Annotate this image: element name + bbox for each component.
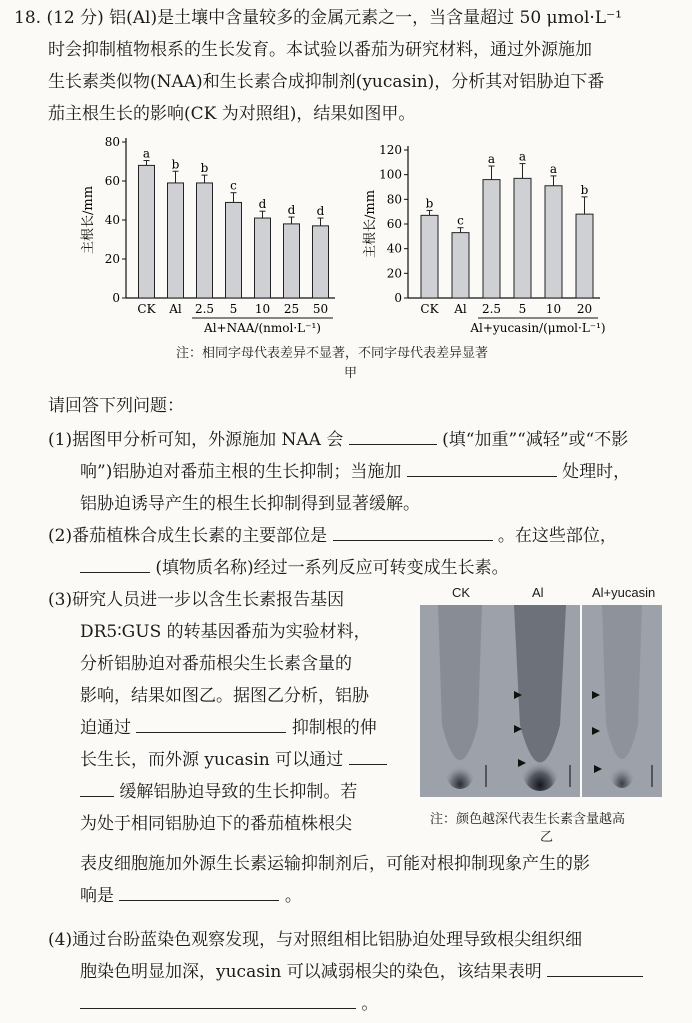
x-tick-label: 2.5 xyxy=(481,302,502,316)
q2-text-c: (填物质名称)经过一系列反应可转变成生长素。 xyxy=(155,558,509,578)
q3-line-1: (3)研究人员进一步以含生长素报告基因 xyxy=(48,590,345,610)
x-tick-label: CK xyxy=(137,302,156,316)
y-tick-label: 80 xyxy=(386,192,402,207)
figure-b-note: 注：颜色越深代表生长素含量越高 xyxy=(430,812,626,827)
x-tick-label: 2.5 xyxy=(194,302,215,316)
q2-line-2 xyxy=(80,552,509,584)
q1-text-c: 响”)铝胁迫对番茄主根的生长抑制；当施加 xyxy=(80,462,402,482)
q3-line-3: 分析铝胁迫对番茄根尖生长素含量的 xyxy=(80,654,352,674)
question-line-4: 茄主根生长的影响(CK 为对照组)，结果如图甲。 xyxy=(48,104,416,124)
question-line-3: 生长素类似物(NAA)和生长素合成抑制剂(yucasin)，分析其对铝胁迫下番 xyxy=(48,72,605,92)
q3-text-10a: 响是 xyxy=(80,886,114,906)
q1-text-d: 处理时， xyxy=(562,462,631,482)
root-tip-al-image xyxy=(500,605,580,797)
figure-a-label: 甲 xyxy=(344,366,358,381)
x-tick-label: 10 xyxy=(254,302,271,316)
photo-label-al-yucasin: Al+yucasin xyxy=(592,585,656,600)
q4-line-2 xyxy=(80,956,643,988)
y-tick-label: 60 xyxy=(104,174,120,188)
q4-line-1: (4)通过台盼蓝染色观察发现，与对照组相比铝胁迫处理导致根尖组织细 xyxy=(48,930,583,950)
root-tip-photo-al-yucasin xyxy=(582,605,662,797)
x-axis-label: Al+NAA/(nmol·L⁻¹) xyxy=(204,321,321,335)
bar xyxy=(197,183,213,298)
y-axis-label: 主根长/mm xyxy=(81,185,96,255)
yucasin-bar-chart xyxy=(362,140,622,340)
y-tick-label: 20 xyxy=(386,266,402,281)
significance-letter: a xyxy=(142,146,151,161)
q3-blank-2a[interactable] xyxy=(349,744,387,765)
bar xyxy=(255,218,271,298)
q3-line-2: DR5∶GUS 的转基因番茄为实验材料， xyxy=(80,622,371,642)
significance-letter: d xyxy=(258,197,267,212)
significance-letter: b xyxy=(425,196,434,211)
root-tip-ck-image xyxy=(420,605,500,797)
q2-blank-2[interactable] xyxy=(80,552,150,573)
root-tip-photo-al xyxy=(500,605,580,797)
significance-letter: c xyxy=(230,178,237,193)
y-tick-label: 120 xyxy=(379,143,402,157)
x-axis-label: Al+yucasin/(μmol·L⁻¹) xyxy=(470,321,606,335)
y-tick-label: 100 xyxy=(379,167,402,182)
significance-letter: a xyxy=(518,149,527,164)
x-tick-label: 5 xyxy=(518,302,527,316)
y-tick-label: 20 xyxy=(104,252,120,266)
bar xyxy=(514,178,531,298)
q4-line-3 xyxy=(80,988,378,1020)
q4-text-3: 。 xyxy=(361,994,379,1014)
root-tip-al-yucasin-image xyxy=(582,605,662,797)
q2-text-b: 。在这些部位， xyxy=(497,526,617,546)
q3-line-6 xyxy=(80,744,387,776)
q3-text-10b: 。 xyxy=(284,886,302,906)
arrow-icon xyxy=(592,691,600,699)
significance-letter: b xyxy=(200,161,209,176)
photo-label-ck: CK xyxy=(452,585,471,600)
q3-line-10 xyxy=(80,880,302,912)
significance-letter: a xyxy=(549,161,558,176)
q1-line-3: 铝胁迫诱导产生的根生长抑制得到显著缓解。 xyxy=(80,494,420,514)
answer-prompt: 请回答下列问题： xyxy=(48,396,184,416)
q1-text-b: (填“加重”“减轻”或“不影 xyxy=(442,430,629,450)
q3-text-7: 缓解铝胁迫导致的生长抑制。若 xyxy=(119,782,358,802)
q1-line-2 xyxy=(80,456,630,488)
arrow-icon xyxy=(592,727,600,735)
y-tick-label: 0 xyxy=(394,291,402,305)
significance-letter: b xyxy=(171,157,180,172)
x-tick-label: 25 xyxy=(283,302,300,316)
y-tick-label: 0 xyxy=(112,291,120,305)
question-line-1: 18. (12 分) 铝(Al)是土壤中含量较多的金属元素之一，当含量超过 50 μmol·L⁻¹ xyxy=(14,8,622,28)
y-tick-label: 40 xyxy=(104,213,120,227)
q3-line-9: 表皮细胞施加外源生长素运输抑制剂后，可能对根抑制现象产生的影 xyxy=(80,854,590,874)
y-tick-label: 60 xyxy=(386,217,402,231)
q1-blank-1[interactable] xyxy=(349,424,437,445)
y-tick-label: 40 xyxy=(386,241,402,256)
bar xyxy=(313,226,329,298)
q3-line-4: 影响，结果如图乙。据图乙分析，铝胁 xyxy=(80,686,369,706)
q1-text-a: (1)据图甲分析可知，外源施加 NAA 会 xyxy=(48,430,344,450)
significance-letter: b xyxy=(580,182,589,197)
x-tick-label: 50 xyxy=(312,302,329,316)
q3-blank-2b[interactable] xyxy=(80,776,114,797)
bar xyxy=(284,224,300,298)
x-tick-label: Al xyxy=(454,302,467,316)
significance-letter: c xyxy=(457,213,464,228)
q3-line-8: 为处于相同铝胁迫下的番茄植株根尖 xyxy=(80,814,352,834)
x-tick-label: 5 xyxy=(229,302,238,316)
q1-blank-2[interactable] xyxy=(407,456,557,477)
q3-blank-1[interactable] xyxy=(136,712,286,733)
y-axis-label: 主根长/mm xyxy=(363,189,378,259)
q3-text-5b: 抑制根的伸 xyxy=(291,718,377,738)
x-tick-label: 20 xyxy=(576,302,593,316)
bar xyxy=(545,186,562,298)
bar xyxy=(421,215,438,298)
q2-text-a: (2)番茄植株合成生长素的主要部位是 xyxy=(48,526,328,546)
q2-blank-1[interactable] xyxy=(333,520,493,541)
q3-line-5 xyxy=(80,712,377,744)
bar xyxy=(483,180,500,298)
significance-letter: d xyxy=(316,204,325,219)
bar xyxy=(139,165,155,298)
bar xyxy=(168,183,184,298)
significance-letter: a xyxy=(487,152,496,167)
q3-text-6: 长生长，而外源 yucasin 可以通过 xyxy=(80,750,344,770)
naa-bar-chart xyxy=(80,132,340,340)
significance-letter: d xyxy=(287,203,296,218)
figure-b-label: 乙 xyxy=(540,830,554,845)
photo-label-al: Al xyxy=(532,585,544,600)
q3-line-7 xyxy=(80,776,357,808)
bar xyxy=(226,202,242,298)
q4-blank-1a[interactable] xyxy=(547,956,643,977)
y-tick-label: 80 xyxy=(104,135,120,149)
arrow-icon xyxy=(594,765,602,773)
x-tick-label: Al xyxy=(169,302,182,316)
q3-text-5a: 迫通过 xyxy=(80,718,131,738)
x-tick-label: CK xyxy=(420,302,439,316)
figure-a-note: 注：相同字母代表差异不显著，不同字母代表差异显著 xyxy=(176,346,489,361)
x-tick-label: 10 xyxy=(545,302,562,316)
q3-blank-3[interactable] xyxy=(119,880,279,901)
root-tip-photo-ck xyxy=(420,605,500,797)
q4-blank-1b[interactable] xyxy=(80,988,356,1009)
q2-line-1 xyxy=(48,520,617,552)
question-line-2: 时会抑制植物根系的生长发育。本试验以番茄为研究材料，通过外源施加 xyxy=(48,40,592,60)
q1-line-1 xyxy=(48,424,628,456)
bar xyxy=(576,214,593,298)
q4-text-2: 胞染色明显加深，yucasin 可以减弱根尖的染色，该结果表明 xyxy=(80,962,542,982)
bar xyxy=(452,233,469,298)
